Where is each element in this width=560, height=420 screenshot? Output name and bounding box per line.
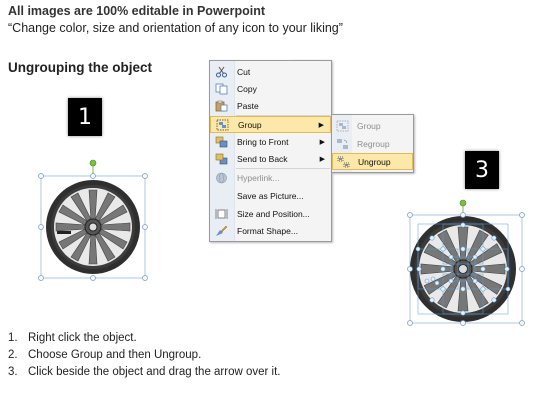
page-subtitle: “Change color, size and orientation of any icon to your liking” (8, 21, 343, 35)
menu-item-hyperlink[interactable] (210, 169, 331, 186)
wheel-object-ungrouped[interactable] (400, 195, 530, 329)
menu-item-paste[interactable] (210, 97, 331, 114)
regroup-icon (336, 138, 349, 150)
copy-icon (215, 83, 228, 95)
instruction-step: 1. Right click the object. (8, 332, 137, 344)
submenu-item-label: Ungroup (358, 156, 391, 167)
section-title: Ungrouping the object (8, 60, 152, 75)
menu-item-send-to-back[interactable] (210, 150, 331, 167)
menu-item-label: Copy (237, 83, 257, 94)
menu-item-save-as-picture[interactable] (210, 187, 331, 204)
menu-item-bring-to-front[interactable] (210, 133, 331, 150)
size-position-icon (215, 208, 228, 220)
menu-item-label: Send to Back (237, 153, 288, 164)
rotation-handle (460, 200, 466, 206)
rotation-handle (90, 160, 96, 166)
group-submenu (331, 114, 414, 173)
menu-item-label: Bring to Front (237, 136, 289, 147)
wheel-object-grouped[interactable] (36, 158, 152, 282)
menu-item-label: Cut (237, 66, 251, 77)
submenu-arrow-icon: ▶ (319, 155, 325, 163)
menu-item-label: Paste (237, 100, 259, 111)
group-icon (216, 119, 229, 131)
submenu-item-group[interactable] (332, 117, 413, 134)
instruction-list (8, 330, 281, 381)
menu-item-label: Size and Position... (237, 208, 310, 219)
page-title: All images are 100% editable in Powerpoint (8, 4, 266, 18)
menu-item-label: Save as Picture... (237, 190, 304, 201)
submenu-item-label: Regroup (357, 138, 390, 149)
submenu-item-regroup[interactable] (332, 135, 413, 152)
submenu-arrow-icon: ▶ (319, 138, 325, 146)
submenu-arrow-icon: ▶ (318, 121, 324, 129)
menu-item-label: Format Shape... (237, 225, 298, 236)
menu-item-size-and-position[interactable] (210, 205, 331, 222)
paste-icon (215, 100, 228, 112)
send-to-back-icon (215, 153, 228, 165)
hyperlink-icon (215, 172, 228, 184)
bring-to-front-icon (215, 136, 228, 148)
menu-item-cut[interactable] (210, 63, 331, 80)
menu-item-label: Group (238, 119, 262, 130)
instruction-step: 2. Choose Group and then Ungroup. (8, 349, 202, 361)
wheel-icon (46, 180, 140, 274)
scissors-icon (215, 66, 228, 78)
submenu-item-ungroup[interactable] (332, 153, 413, 170)
context-menu (209, 60, 332, 242)
wheel-icon (410, 216, 516, 322)
instruction-step: 3. Click beside the object and drag the arrow over it. (8, 366, 281, 378)
ungroup-icon (337, 156, 350, 168)
step-badge-3: 3 (465, 151, 499, 189)
menu-item-copy[interactable] (210, 80, 331, 97)
menu-item-format-shape[interactable] (210, 222, 331, 239)
format-shape-icon (215, 225, 228, 237)
menu-item-group[interactable] (210, 116, 331, 133)
submenu-item-label: Group (357, 120, 381, 131)
group-icon (336, 120, 349, 132)
menu-item-label: Hyperlink... (237, 172, 280, 183)
step-badge-1: 1 (68, 98, 102, 136)
